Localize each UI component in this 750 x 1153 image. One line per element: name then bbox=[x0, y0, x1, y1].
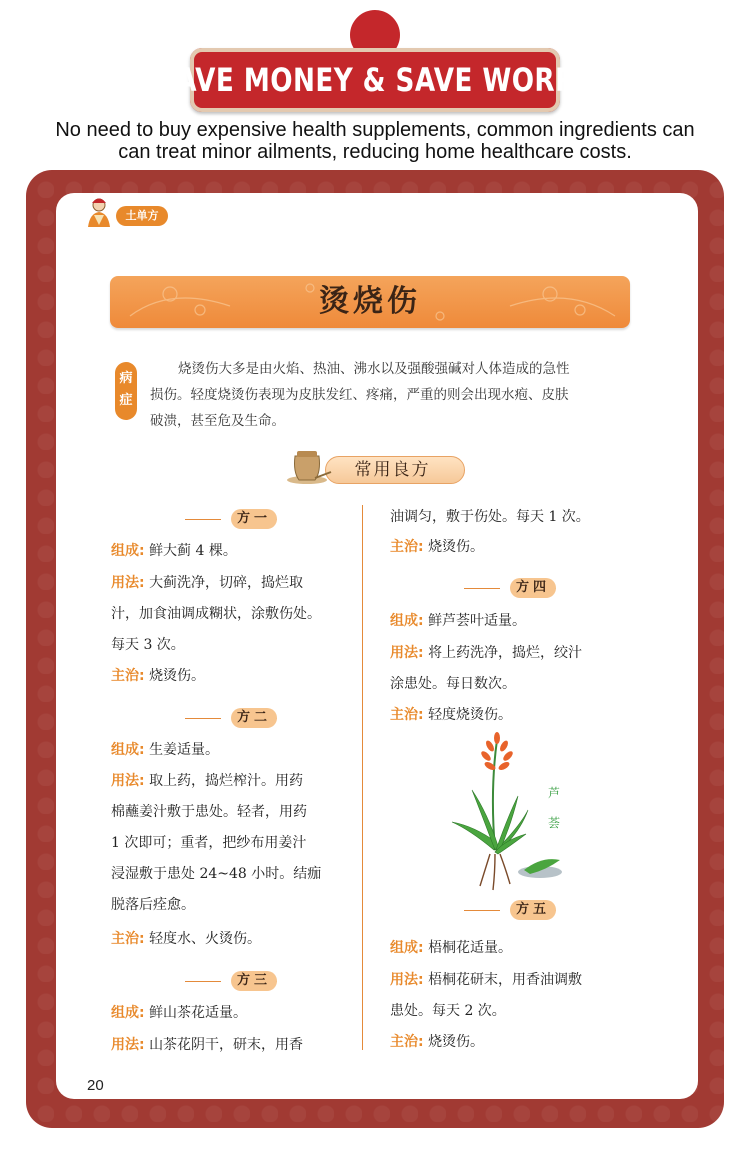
banner-subtitle bbox=[20, 119, 730, 163]
composition-line bbox=[390, 611, 526, 631]
heading-rule bbox=[464, 588, 500, 589]
indication-label: 主治: bbox=[390, 539, 424, 555]
usage-line bbox=[390, 970, 582, 990]
aloe-plant-illustration bbox=[450, 730, 565, 895]
usage-text: 将上药洗净，捣烂，绞汁 bbox=[428, 645, 583, 661]
usage-line: 棉蘸姜汁敷于患处。轻者，用药 bbox=[111, 804, 307, 820]
indication-label: 主治: bbox=[390, 707, 424, 723]
subtitle-line-1: No need to buy expensive health supplements, common ingredients can bbox=[55, 119, 695, 141]
composition-label: 组成: bbox=[111, 1005, 145, 1021]
remedy-name: 方一 bbox=[236, 511, 271, 526]
usage-line bbox=[111, 573, 303, 593]
remedy-heading bbox=[464, 578, 556, 598]
usage-text: 取上药，捣烂榨汁。用药 bbox=[149, 773, 304, 789]
remedy-heading bbox=[185, 509, 277, 529]
composition-text: 鲜山茶花适量。 bbox=[149, 1005, 248, 1021]
usage-line bbox=[111, 1035, 303, 1055]
composition-text: 生姜适量。 bbox=[149, 742, 220, 758]
page-title: 烫烧伤 bbox=[319, 284, 421, 319]
heading-rule bbox=[185, 519, 221, 520]
composition-line bbox=[390, 938, 512, 958]
title-bar bbox=[110, 276, 630, 328]
usage-line: 浸湿敷于患处 24~48 小时。结痂 bbox=[111, 866, 322, 882]
column-divider bbox=[362, 505, 363, 1050]
heading-rule bbox=[185, 718, 221, 719]
intro-line: 破溃，甚至危及生命。 bbox=[150, 413, 285, 429]
usage-line: 每天 3 次。 bbox=[111, 637, 185, 653]
heading-rule bbox=[185, 981, 221, 982]
usage-label: 用法: bbox=[390, 645, 424, 661]
indication-text: 轻度烧烫伤。 bbox=[428, 707, 513, 723]
subtitle-line-2: can treat minor ailments, reducing home healthcare costs. bbox=[118, 141, 632, 163]
composition-text: 鲜芦荟叶适量。 bbox=[428, 613, 527, 629]
symptom-tag bbox=[115, 362, 137, 420]
usage-label: 用法: bbox=[111, 1037, 145, 1053]
usage-text: 大蓟洗净，切碎，捣烂取 bbox=[149, 575, 304, 591]
intro-line: 损伤。轻度烧烫伤表现为皮肤发红、疼痛，严重的则会出现水疱、皮肤 bbox=[150, 387, 569, 403]
indication-line bbox=[111, 666, 205, 686]
remedy-heading bbox=[185, 708, 277, 728]
page-number: 20 bbox=[87, 1077, 104, 1094]
usage-line: 油调匀，敷于伤处。每天 1 次。 bbox=[390, 509, 590, 525]
composition-line bbox=[111, 541, 237, 561]
usage-line: 患处。每天 2 次。 bbox=[390, 1003, 506, 1019]
indication-line bbox=[390, 537, 484, 557]
usage-label: 用法: bbox=[390, 972, 424, 988]
section-title: 常用良方 bbox=[354, 460, 431, 480]
intro-line: 烧烫伤大多是由火焰、热油、沸水以及强酸强碱对人体造成的急性 bbox=[178, 361, 570, 377]
logo-label: 土单方 bbox=[116, 206, 168, 226]
indication-text: 烧烫伤。 bbox=[149, 668, 206, 684]
composition-text: 鲜大蓟 4 棵。 bbox=[149, 543, 237, 559]
indication-line bbox=[111, 929, 261, 949]
composition-label: 组成: bbox=[390, 940, 424, 956]
herb-pot-icon bbox=[285, 442, 333, 488]
indication-label: 主治: bbox=[111, 931, 145, 947]
book-logo bbox=[82, 193, 172, 235]
indication-line bbox=[390, 705, 512, 725]
indication-label: 主治: bbox=[111, 668, 145, 684]
plant-label-char: 芦 bbox=[548, 786, 561, 800]
heading-rule bbox=[464, 910, 500, 911]
composition-label: 组成: bbox=[390, 613, 424, 629]
indication-line bbox=[390, 1032, 484, 1052]
remedy-heading bbox=[464, 900, 556, 920]
usage-text: 梧桐花研末，用香油调敷 bbox=[428, 972, 583, 988]
indication-text: 轻度水、火烫伤。 bbox=[149, 931, 262, 947]
usage-label: 用法: bbox=[111, 773, 145, 789]
plant-label-char: 荟 bbox=[548, 816, 561, 830]
indication-label: 主治: bbox=[390, 1034, 424, 1050]
banner-title: SAVE MONEY & SAVE WORRY bbox=[156, 61, 594, 99]
composition-text: 梧桐花适量。 bbox=[428, 940, 513, 956]
remedy-name: 方三 bbox=[236, 973, 271, 988]
usage-line: 脱落后痊愈。 bbox=[111, 897, 195, 913]
usage-line: 汁，加食油调成糊状，涂敷伤处。 bbox=[111, 606, 321, 622]
remedy-name: 方二 bbox=[236, 710, 271, 725]
doctor-figure-icon bbox=[82, 195, 116, 229]
remedy-heading bbox=[185, 971, 277, 991]
usage-text: 山茶花阴干，研末，用香 bbox=[149, 1037, 304, 1053]
usage-line bbox=[390, 643, 582, 663]
composition-line bbox=[111, 740, 219, 760]
usage-line: 1 次即可；重者，把纱布用姜汁 bbox=[111, 835, 307, 851]
composition-label: 组成: bbox=[111, 543, 145, 559]
composition-line bbox=[111, 1003, 247, 1023]
usage-line bbox=[111, 771, 303, 791]
remedy-name: 方四 bbox=[515, 580, 550, 595]
symptom-tag-text: 病症 bbox=[119, 371, 133, 408]
indication-text: 烧烫伤。 bbox=[428, 1034, 485, 1050]
composition-label: 组成: bbox=[111, 742, 145, 758]
intro-paragraph bbox=[150, 356, 640, 434]
banner bbox=[156, 48, 594, 112]
section-header bbox=[285, 442, 465, 488]
remedy-name: 方五 bbox=[515, 902, 550, 917]
usage-line: 涂患处。每日数次。 bbox=[390, 676, 516, 692]
usage-label: 用法: bbox=[111, 575, 145, 591]
indication-text: 烧烫伤。 bbox=[428, 539, 485, 555]
